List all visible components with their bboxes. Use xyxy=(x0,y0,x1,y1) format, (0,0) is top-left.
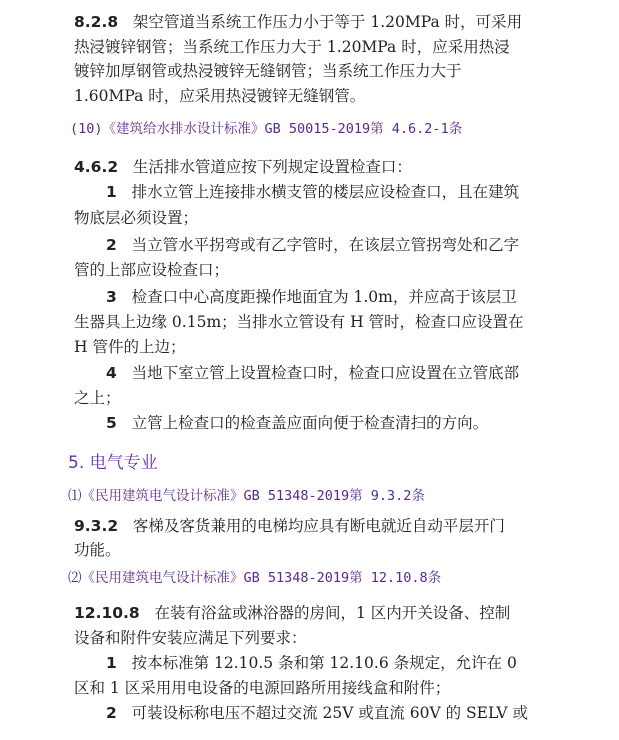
item-text: 当立管水平拐弯或有乙字管时，在该层立管拐弯处和乙字 xyxy=(131,236,520,254)
clause-8-2-8-line-2: 热浸镀锌钢管；当系统工作压力大于 1.20MPa 时，应采用热浸 xyxy=(74,38,510,56)
item-text: 排水立管上连接排水横支管的楼层应设检查口，且在建筑 xyxy=(131,183,520,201)
item-2 xyxy=(106,235,519,255)
clause-text: 架空管道当系统工作压力小于等于 1.20MPa 时，可采用 xyxy=(132,13,523,31)
item-4 xyxy=(106,363,519,383)
item-text: 当地下室立管上设置检查口时，检查口应设置在立管底部 xyxy=(131,364,520,382)
clause-9-3-2-line-2: 功能。 xyxy=(74,541,121,559)
item-number: 3 xyxy=(106,288,117,306)
clause-4-6-2-heading xyxy=(74,157,412,177)
source-reference-2: ⑵《民用建筑电气设计标准》GB 51348-2019第 12.10.8条 xyxy=(68,570,442,586)
clause-12-10-8-line-2: 设备和附件安装应满足下列要求： xyxy=(74,629,307,647)
item-3-continued-2: H 管件的上边； xyxy=(74,338,186,356)
item-text: 可装设标称电压不超过交流 25V 或直流 60V 的 SELV 或 xyxy=(131,704,529,722)
item-text: 检查口中心高度距操作地面宜为 1.0m，并应高于该层卫 xyxy=(131,288,517,306)
clause-number: 9.3.2 xyxy=(74,517,119,535)
section-heading-electrical: 5. 电气专业 xyxy=(68,453,158,473)
clause-8-2-8-line-4: 1.60MPa 时，应采用热浸镀锌无缝钢管。 xyxy=(74,87,366,105)
item-1 xyxy=(106,653,517,673)
item-number: 1 xyxy=(106,183,117,201)
clause-text: 在装有浴盆或淋浴器的房间，1 区内开关设备、控制 xyxy=(154,604,511,622)
clause-number: 8.2.8 xyxy=(74,13,119,31)
item-number: 2 xyxy=(106,236,117,254)
item-4-continued: 之上； xyxy=(74,389,121,407)
item-1 xyxy=(106,182,519,202)
item-text: 立管上检查口的检查盖应面向便于检查清扫的方向。 xyxy=(131,414,489,432)
item-3-continued-1: 生器具上边缘 0.15m；当排水立管设有 H 管时，检查口应设置在 xyxy=(74,313,524,331)
item-1-continued: 区和 1 区采用用电设备的电源回路所用接线盒和附件； xyxy=(74,679,451,697)
clause-9-3-2-line-1 xyxy=(74,516,505,536)
item-2 xyxy=(106,703,528,723)
clause-text: 生活排水管道应按下列规定设置检查口： xyxy=(132,158,412,176)
clause-8-2-8-line-3: 镀锌加厚钢管或热浸镀锌无缝钢管；当系统工作压力大于 xyxy=(74,62,462,80)
item-5 xyxy=(106,413,488,433)
clause-number: 12.10.8 xyxy=(74,604,140,622)
item-3 xyxy=(106,287,517,307)
clause-12-10-8-line-1 xyxy=(74,603,510,623)
clause-8-2-8-line-1 xyxy=(74,12,522,32)
clause-text: 客梯及客货兼用的电梯均应具有断电就近自动平层开门 xyxy=(132,517,505,535)
source-reference-1: ⑴《民用建筑电气设计标准》GB 51348-2019第 9.3.2条 xyxy=(68,488,425,504)
clause-number: 4.6.2 xyxy=(74,158,119,176)
item-number: 4 xyxy=(106,364,117,382)
item-2-continued: 管的上部应设检查口； xyxy=(74,261,230,279)
item-number: 2 xyxy=(106,704,117,722)
source-reference-10: (10)《建筑给水排水设计标准》GB 50015-2019第 4.6.2-1条 xyxy=(70,121,463,137)
item-text: 按本标准第 12.10.5 条和第 12.10.6 条规定，允许在 0 xyxy=(131,654,517,672)
item-number: 5 xyxy=(106,414,117,432)
item-number: 1 xyxy=(106,654,117,672)
item-1-continued: 物底层必须设置； xyxy=(74,209,199,227)
